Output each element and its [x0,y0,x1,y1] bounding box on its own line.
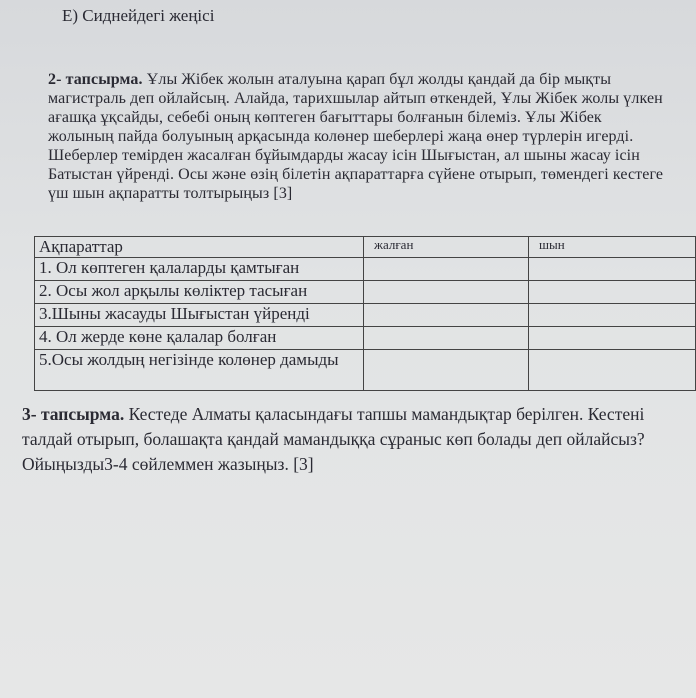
true-cell[interactable] [529,327,696,350]
table-row [35,304,696,327]
table-row [35,281,696,304]
header-info: Ақпараттар [35,237,364,258]
previous-answer-option: E) Сиднейдегі жеңісі [62,6,215,25]
row-statement: 4. Ол жерде көне қалалар болған [35,327,364,350]
task3-paragraph [22,402,692,477]
header-true: шын [529,237,696,258]
task3-label: 3- тапсырма. [22,404,125,424]
false-cell[interactable] [364,327,529,350]
row-statement: 1. Ол көптеген қалаларды қамтыған [35,258,364,281]
true-cell[interactable] [529,281,696,304]
true-cell[interactable] [529,258,696,281]
true-false-table [34,236,696,391]
row-statement: 5.Осы жолдың негізінде колөнер дамыды [35,350,364,391]
row-statement: 3.Шыны жасауды Шығыстан үйренді [35,304,364,327]
table-header-row [35,237,696,258]
true-cell[interactable] [529,350,696,391]
false-cell[interactable] [364,281,529,304]
false-cell[interactable] [364,350,529,391]
true-cell[interactable] [529,304,696,327]
task2-text: Ұлы Жібек жолын аталуына қарап бұл жолды қандай да бір мықты магистраль деп ойлайсың. Алайда, тарихшылар айтып өткендей, Ұлы Жібек жолы үлкен ағашқа ұқсайды, себебі оның көптеген бағыттары болғанын білеміз. Ұлы Жібек жолының пайда болуының арқасында колөнер шеберлері жаңа өнер түрлерін игерді. Шеберлер темірден жасалған бұйымдарды жасау ісін Шығыстан, ал шыны жасау ісін Батыстан үйренді. Осы және өзің білетін ақпараттарға сүйене отырып, төмендегі кестеге үш шын ақпаратты толтырыңыз [3] [48,71,664,202]
header-false: жалған [364,237,529,258]
task3-text: Кестеде Алматы қаласындағы тапшы мамандықтар берілген. Кестені талдай отырып, болашақта қандай мамандыққа сұраныс көп болады деп ойлайсыз? Ойыңызды3-4 сөйлеммен жазыңыз. [3] [22,404,645,474]
false-cell[interactable] [364,304,529,327]
task2-paragraph [48,70,668,203]
false-cell[interactable] [364,258,529,281]
table-row [35,350,696,391]
table-row [35,327,696,350]
table-row [35,258,696,281]
row-statement: 2. Осы жол арқылы көліктер тасыған [35,281,364,304]
task2-label: 2- тапсырма. [48,71,143,88]
